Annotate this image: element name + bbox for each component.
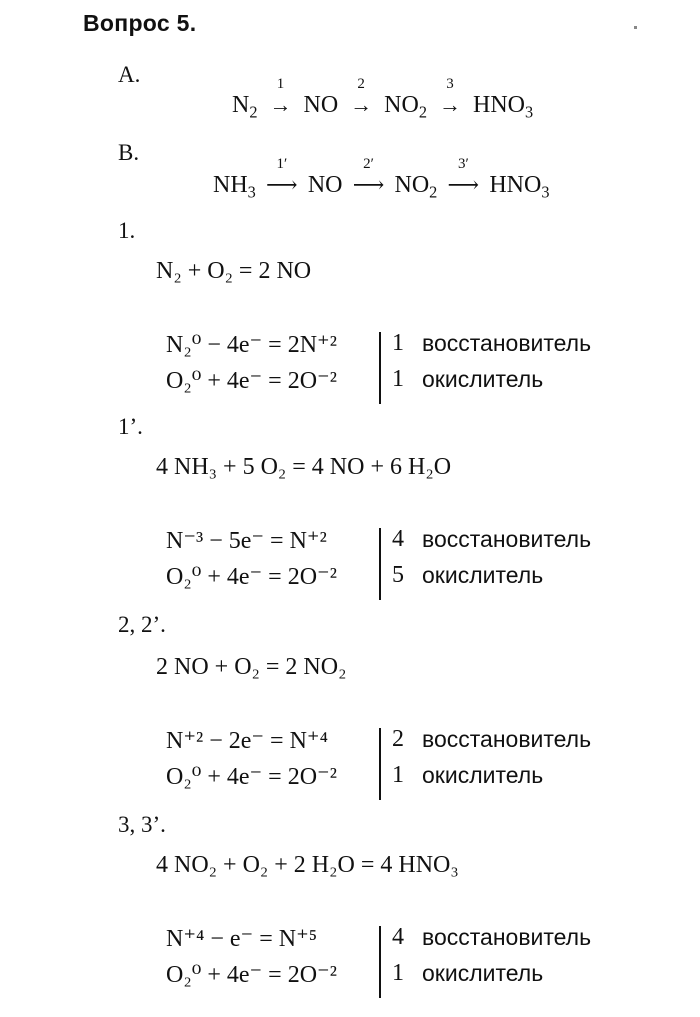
- role: окислитель: [422, 960, 544, 986]
- role: восстановитель: [422, 726, 592, 752]
- arrow-icon: 3′ ⟶: [445, 172, 481, 199]
- reaction-2-balance: [166, 726, 666, 800]
- coefficient: 1: [392, 330, 404, 356]
- half-reaction: O₂⁰ + 4e⁻ = 2O⁻²: [166, 368, 337, 394]
- subscript: 3: [541, 182, 550, 202]
- subscript: 2: [429, 182, 438, 202]
- balance-row: [166, 526, 666, 562]
- coefficient: 4: [392, 924, 404, 950]
- coefficient: 1: [392, 960, 404, 986]
- balance-row: [166, 960, 666, 996]
- coefficient: 2: [392, 726, 404, 752]
- role: окислитель: [422, 562, 544, 588]
- step-number: 1: [276, 76, 285, 92]
- reaction-2-label: 2, 2’.: [118, 612, 166, 637]
- half-reaction: O₂⁰ + 4e⁻ = 2O⁻²: [166, 962, 337, 988]
- scheme-a-chain: [232, 76, 534, 122]
- question-title: Вопрос 5.: [83, 10, 197, 36]
- step-number: 3′: [457, 156, 469, 172]
- role: окислитель: [422, 762, 544, 788]
- balance-row: [166, 924, 666, 960]
- species: N: [232, 92, 250, 118]
- species: NO: [384, 92, 419, 118]
- species: HNO: [473, 92, 525, 118]
- coefficient: 1: [392, 366, 404, 392]
- scheme-b-chain: [213, 156, 550, 202]
- role: восстановитель: [422, 330, 592, 356]
- reaction-3-label: 3, 3’.: [118, 812, 166, 837]
- step-number: 3: [446, 76, 454, 92]
- subscript: 2: [249, 102, 258, 122]
- subscript: 2: [418, 102, 427, 122]
- role: восстановитель: [422, 526, 592, 552]
- reaction-3-balance: [166, 924, 666, 998]
- reaction-1-label: 1.: [118, 218, 136, 243]
- species: NO: [394, 172, 430, 198]
- arrow-icon: 2′ ⟶: [351, 172, 387, 199]
- coefficient: 1: [392, 762, 404, 788]
- subscript: 3: [525, 102, 534, 122]
- species: NO: [307, 172, 343, 198]
- half-reaction: O₂⁰ + 4e⁻ = 2O⁻²: [166, 764, 337, 790]
- balance-row: [166, 762, 666, 798]
- reaction-1-equation: N₂ + O₂ = 2 NO: [156, 258, 312, 284]
- balance-row: [166, 330, 666, 366]
- arrow-icon: 1 →: [266, 92, 296, 119]
- subscript: 3: [247, 182, 256, 202]
- coefficient: 5: [392, 562, 404, 588]
- role: окислитель: [422, 366, 544, 392]
- species: NH: [213, 172, 248, 198]
- coefficient: 4: [392, 526, 404, 552]
- reaction-1prime-balance: [166, 526, 666, 600]
- step-number: 1′: [276, 156, 288, 172]
- scan-speck: [634, 26, 637, 29]
- arrow-icon: 3 →: [435, 92, 465, 119]
- half-reaction: N⁺⁴ − e⁻ = N⁺⁵: [166, 926, 318, 952]
- scheme-b-label: B.: [118, 140, 140, 165]
- reaction-2-equation: 2 NO + O₂ = 2 NO₂: [156, 654, 347, 680]
- half-reaction: N₂⁰ − 4e⁻ = 2N⁺²: [166, 332, 337, 358]
- role: восстановитель: [422, 924, 592, 950]
- arrow-icon: 2 →: [346, 92, 376, 119]
- half-reaction: N⁻³ − 5e⁻ = N⁺²: [166, 528, 327, 554]
- step-number: 2′: [363, 156, 374, 172]
- reaction-3-equation: 4 NO₂ + O₂ + 2 H₂O = 4 HNO₃: [156, 852, 459, 878]
- balance-row: [166, 366, 666, 402]
- balance-row: [166, 726, 666, 762]
- balance-row: [166, 562, 666, 598]
- reaction-1-balance: [166, 330, 666, 404]
- step-number: 2: [357, 76, 365, 92]
- half-reaction: O₂⁰ + 4e⁻ = 2O⁻²: [166, 564, 337, 590]
- scheme-a-label: A.: [118, 62, 141, 87]
- half-reaction: N⁺² − 2e⁻ = N⁺⁴: [166, 728, 328, 754]
- reaction-1prime-label: 1’.: [118, 414, 143, 439]
- species: HNO: [489, 172, 542, 198]
- arrow-icon: 1′ ⟶: [264, 172, 300, 199]
- species: NO: [303, 92, 339, 118]
- reaction-1prime-equation: 4 NH₃ + 5 O₂ = 4 NO + 6 H₂O: [156, 454, 452, 480]
